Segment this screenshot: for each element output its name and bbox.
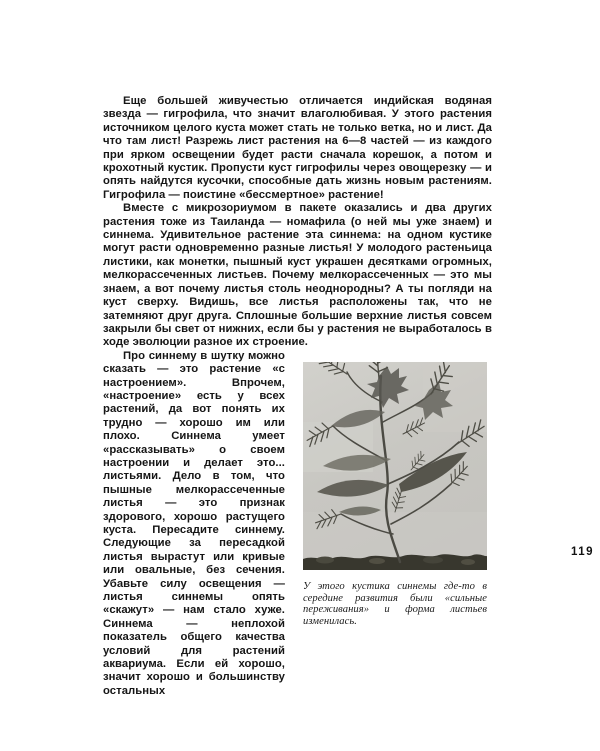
synnema-plant-photo [303,362,487,570]
paragraph-synnema-intro: Вместе с микрозориумом в пакете оказались и два других растения тоже из Таиланда — номафила (о ней мы уже знаем) и синнема. Удивительное растение эта синнема: на одном кустике могут расти одновременно разные листья! У молодого растеньица листики, как монетки, пышный куст украшен десятками огромных, мелкорассеченных листьев. Почему мелкорассеченных — это мы знаем, а вот почему листья столь неоднородны? А ты погляди на куст сверху. Видишь, все листья расположены так, что не затемняют друг друга. Сплошные большие верхние листья совсем закрыли бы свет от нижних, если бы у растения не выработалось в ходе эволюции разное их строение. [103,202,492,349]
figure-caption: У этого кустика синнемы где-то в середине развития были «сильные переживания» и форма листьев изменилась. [303,580,487,628]
synnema-figure [303,362,487,674]
page-number: 119 [570,546,594,558]
page-content [103,95,492,698]
paragraph-synnema-mood: Про синнему в шутку можно сказать — это растение «с настроением». Впрочем, «настроение» есть у всех растений, да вот понять их трудно — хорошо им или плохо. Синнема умеет «рассказывать» о своем настроении и делает это... листьями. Дело в том, что пышные мелкорассеченные листья — это признак здорового, хорошо растущего куста. Пересадите синнему. Следующие за пересадкой листья вырастут или кривые или овальные, без сечения. Убавьте силу освещения — листья синнемы опять «скажут» — нам стало хуже. Синнема — неплохой показатель общего качества условий для растений аквариума. Если ей хорошо, значит хорошо и большинству остальных [103,349,285,697]
plant-illustration [303,362,487,570]
paragraph-hygrophila: Еще большей живучестью отличается индийская водяная звезда — гигрофила, что значит влаголюбивая. У этого растения источником целого куста может стать не только ветка, но и лист. Да что там лист! Разрежь лист растения на 6—8 частей — из каждого при ярком освещении будет расти сначала корешок, а потом и крохотный кустик. Пропусти куст гигрофилы через овощерезку — и опять найдутся кусочки, способные дать жизнь новым растениям. Гигрофила — поистине «бессмертное» растение! [103,95,492,201]
